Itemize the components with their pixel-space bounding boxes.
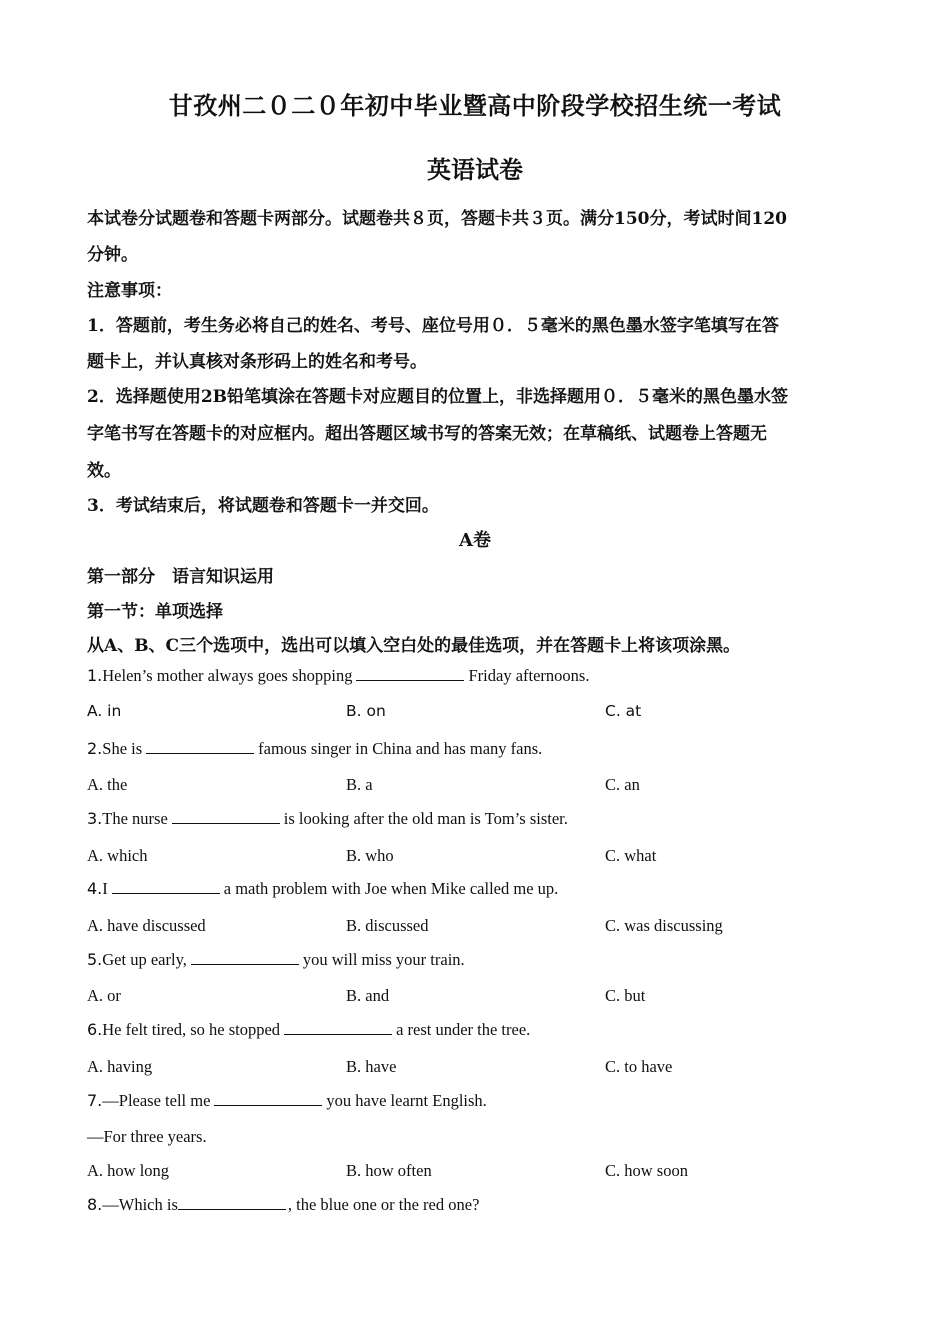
question-text-before: —Please tell me (102, 1091, 211, 1110)
question-text-before: —Which is (102, 1195, 178, 1214)
option-b: B. discussed (346, 916, 429, 935)
question-1 (87, 666, 589, 686)
notice-item-1b: 题卡上，并认真核对条形码上的姓名和考号。 (87, 352, 427, 372)
notice-item-1a: 1．答题前，考生务必将自己的姓名、考号、座位号用０．５毫米的黑色墨水签字笔填写在答 (87, 316, 779, 336)
notice-heading: 注意事项： (87, 281, 172, 301)
option-a: A. or (87, 986, 121, 1005)
question-text-after: famous singer in China and has many fans. (258, 739, 543, 758)
answer-blank (146, 739, 254, 754)
section-instruction: 从A、B、C三个选项中，选出可以填入空白处的最佳选项，并在答题卡上将该项涂黑。 (87, 636, 741, 656)
question-text-after: is looking after the old man is Tom’s sister. (283, 809, 568, 828)
question-number: 2. (87, 739, 103, 758)
option-c: C. was discussing (605, 916, 723, 935)
option-b: B. have (346, 1057, 397, 1076)
answer-blank (172, 809, 280, 824)
option-b: B. who (346, 846, 394, 865)
question-text-before: She is (102, 739, 143, 758)
question-number: 3. (87, 809, 103, 828)
option-a: A. the (87, 775, 128, 794)
question-3 (87, 809, 568, 829)
option-b: B. how often (346, 1161, 432, 1180)
option-c: C. to have (605, 1057, 673, 1076)
question-number: 4. (87, 879, 103, 898)
question-text-before: Get up early, (102, 950, 187, 969)
exam-title: 甘孜州二０二０年初中毕业暨高中阶段学校招生统一考试 (168, 91, 782, 120)
question-text-after: , the blue one or the red one? (287, 1195, 480, 1214)
question-text-before: The nurse (102, 809, 168, 828)
question-4 (87, 879, 558, 899)
intro-line-2: 分钟。 (87, 245, 138, 265)
question-7 (87, 1091, 487, 1111)
option-c: C. an (605, 775, 640, 794)
option-a: A. in (87, 702, 122, 720)
part-heading: 第一部分 语言知识运用 (87, 567, 274, 587)
question-7-reply: —For three years. (87, 1127, 207, 1146)
option-c: C. at (605, 702, 642, 720)
question-5 (87, 950, 465, 970)
question-text-after: Friday afternoons. (468, 666, 590, 685)
answer-blank (112, 879, 220, 894)
question-text-after: a math problem with Joe when Mike called me up. (223, 879, 559, 898)
notice-item-2b: 字笔书写在答题卡的对应框内。超出答题区域书写的答案无效；在草稿纸、试题卷上答题无 (87, 424, 767, 444)
answer-blank (214, 1091, 322, 1106)
question-text-before: I (102, 879, 108, 898)
notice-item-3: 3．考试结束后，将试题卷和答题卡一并交回。 (87, 496, 439, 516)
question-text-after: you have learnt English. (326, 1091, 487, 1110)
question-number: 6. (87, 1020, 103, 1039)
option-b: B. and (346, 986, 390, 1005)
answer-blank (284, 1020, 392, 1035)
option-b: B. on (346, 702, 386, 720)
question-number: 7. (87, 1091, 103, 1110)
option-c: C. how soon (605, 1161, 688, 1180)
notice-item-2c: 效。 (87, 461, 121, 481)
intro-line-1: 本试卷分试题卷和答题卡两部分。试题卷共８页，答题卡共３页。满分150分，考试时间120 (87, 209, 787, 229)
notice-item-2a: 2．选择题使用2B铅笔填涂在答题卡对应题目的位置上，非选择题用０．５毫米的黑色墨水签 (87, 387, 789, 407)
question-text-after: you will miss your train. (302, 950, 465, 969)
question-number: 1. (87, 666, 103, 685)
question-text-after: a rest under the tree. (396, 1020, 531, 1039)
question-number: 5. (87, 950, 103, 969)
option-a: A. how long (87, 1161, 170, 1180)
answer-blank (191, 950, 299, 965)
option-c: C. but (605, 986, 646, 1005)
answer-blank (178, 1195, 286, 1210)
question-text-before: He felt tired, so he stopped (102, 1020, 281, 1039)
volume-label: A卷 (459, 530, 491, 551)
exam-subtitle: 英语试卷 (427, 155, 523, 184)
question-8 (87, 1195, 479, 1215)
question-number: 8. (87, 1195, 103, 1214)
answer-blank (356, 666, 464, 681)
option-a: A. which (87, 846, 148, 865)
option-c: C. what (605, 846, 657, 865)
question-2 (87, 739, 542, 759)
question-6 (87, 1020, 530, 1040)
section-heading: 第一节：单项选择 (87, 602, 223, 622)
option-a: A. having (87, 1057, 153, 1076)
option-b: B. a (346, 775, 373, 794)
option-a: A. have discussed (87, 916, 206, 935)
question-text-before: Helen’s mother always goes shopping (102, 666, 353, 685)
